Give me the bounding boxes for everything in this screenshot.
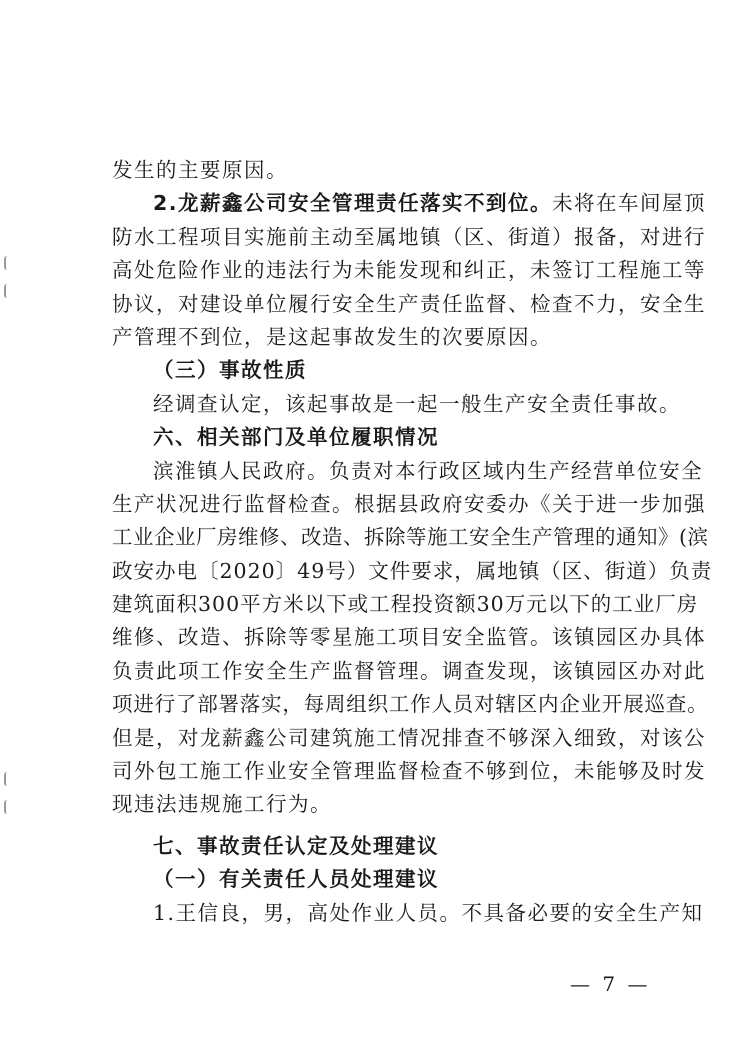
body-text [112, 154, 713, 930]
paragraph-line: 产管理不到位，是这起事故发生的次要原因。 [112, 324, 552, 349]
paragraph-line: 1.王信良，男，高处作业人员。不具备必要的安全生产知 [153, 900, 704, 925]
paragraph-line: 经调查认定，该起事故是一起一般生产安全责任事故。 [153, 391, 681, 416]
paragraph-line: 协议，对建设单位履行安全生产责任监督、检查不力，安全生 [112, 291, 706, 316]
subsection-heading: （三）事故性质 [153, 358, 307, 383]
binding-mark [4, 772, 10, 786]
paragraph-line: 防水工程项目实施前主动至属地镇（区、街道）报备，对进行 [112, 224, 706, 249]
bold-lead: 2.龙薪鑫公司安全管理责任落实不到位。 [153, 191, 553, 216]
paragraph-line: 负责此项工作安全生产监督管理。调查发现，该镇园区办对此 [112, 658, 706, 683]
paragraph-line: 滨淮镇人民政府。负责对本行政区域内生产经营单位安全 [153, 458, 703, 483]
paragraph-line: 2.龙薪鑫公司安全管理责任落实不到位。未将在车间屋顶 [153, 191, 707, 216]
page-number: — 7 — [570, 972, 651, 996]
binding-mark [4, 256, 10, 270]
paragraph-line: 高处危险作业的违法行为未能发现和纠正，未签订工程施工等 [112, 258, 706, 283]
paragraph-line: 生产状况进行监督检查。根据县政府安委办《关于进一步加强 [112, 491, 706, 516]
paragraph-line: 司外包工施工作业安全管理监督检查不够到位，未能够及时发 [112, 759, 706, 784]
paragraph-line: 项进行了部署落实，每周组织工作人员对辖区内企业开展巡查。 [112, 692, 709, 717]
paragraph-line: 建筑面积300平方米以下或工程投资额30万元以下的工业厂房 [112, 592, 699, 617]
binding-mark [4, 800, 10, 814]
paragraph-line: 发生的主要原因。 [112, 158, 288, 182]
paragraph-line: 现违法违规施工行为。 [112, 792, 332, 817]
subsection-heading: （一）有关责任人员处理建议 [153, 867, 439, 892]
paragraph-line: 工业企业厂房维修、改造、拆除等施工安全生产管理的通知》(滨 [112, 525, 709, 550]
section-heading: 七、事故责任认定及处理建议 [153, 833, 439, 858]
section-heading: 六、相关部门及单位履职情况 [153, 425, 439, 450]
paragraph-line: 但是，对龙薪鑫公司建筑施工情况排查不够深入细致，对该公 [112, 725, 706, 750]
paragraph-line: 维修、改造、拆除等零星施工项目安全监管。该镇园区办具体 [112, 625, 706, 650]
binding-mark [4, 284, 10, 298]
paragraph-line: 政安办电〔2020〕49号）文件要求，属地镇（区、街道）负责 [112, 558, 713, 583]
